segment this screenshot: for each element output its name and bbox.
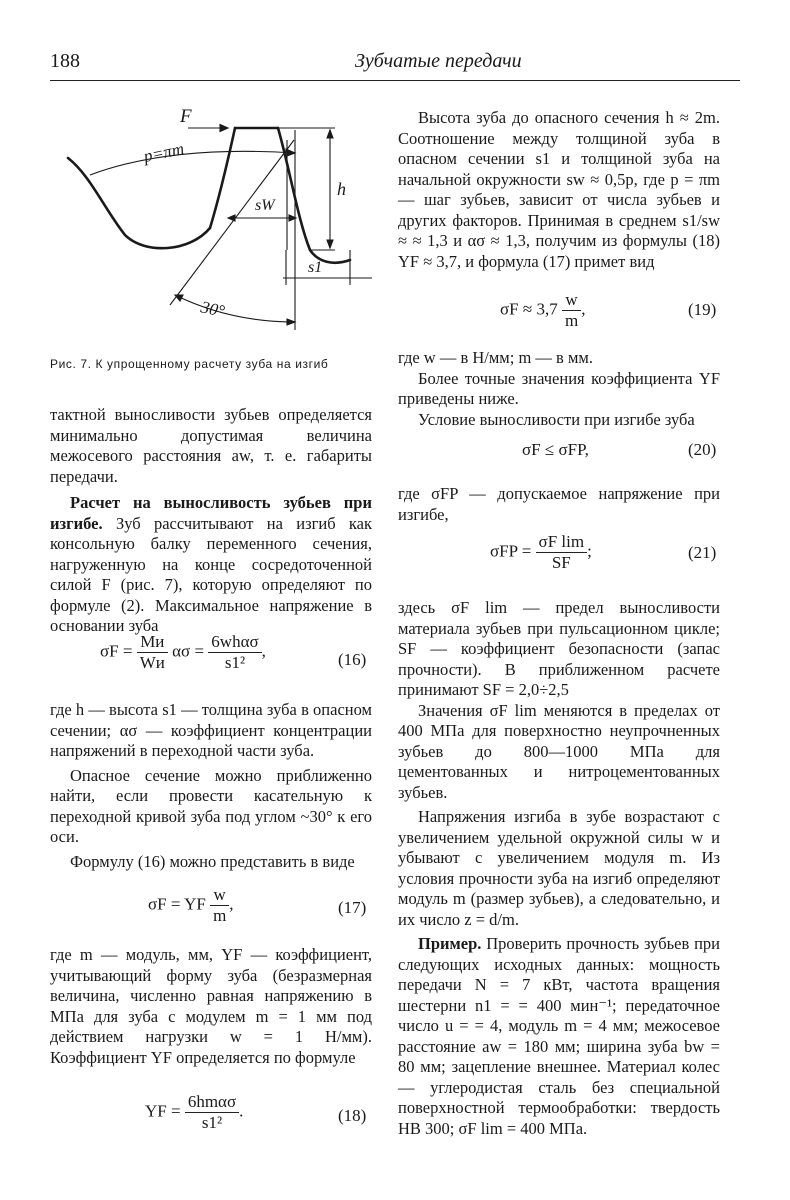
right-paragraph-7: Значения σF lim меняются в пределах от 400 МПа для поверхностно неупрочненных зубьев до 800—1000 МПа для цементованных и нитроцементованных зубьев. bbox=[398, 700, 720, 802]
left-paragraph-5: Формулу (16) можно представить в виде bbox=[70, 851, 355, 871]
equation-17: σF = YF $\frac{w}{m}$ , bbox=[148, 885, 234, 925]
right-paragraph-4: Условие выносливости при изгибе зуба bbox=[418, 409, 695, 429]
force-label: F bbox=[180, 106, 192, 127]
header-rule bbox=[50, 80, 740, 81]
tooth-diagram bbox=[50, 100, 372, 345]
angle-label: 30° bbox=[199, 297, 227, 321]
equation-21-number: (21) bbox=[688, 543, 717, 562]
left-block-1 bbox=[50, 405, 372, 637]
page-number: 188 bbox=[50, 50, 80, 72]
tangent-line bbox=[170, 140, 294, 305]
equation-21: σFP = $\frac{\text{σF lim}}{SF}$ ; bbox=[490, 532, 592, 572]
equation-18: YF = $\frac{\text{6hmασ}}{\text{s1²}}$ . bbox=[145, 1092, 244, 1132]
equation-16-number: (16) bbox=[338, 650, 367, 669]
right-paragraph-5: где σFP — допускаемое напряжение при изгибе, bbox=[398, 484, 720, 524]
example-heading: Пример. bbox=[418, 934, 482, 953]
pitch-arc bbox=[90, 151, 295, 175]
left-paragraph-4: Опасное сечение можно приближенно найти, если провести касательную к переходной кривой зуба под углом ~30° к его оси. bbox=[50, 765, 372, 846]
pitch-label: p=πm bbox=[141, 138, 186, 166]
angle-arc bbox=[175, 295, 295, 322]
left-block-3 bbox=[50, 945, 372, 1068]
equation-19: σF ≈ 3,7 $\frac{w}{m}$ , bbox=[500, 290, 586, 330]
left-paragraph-6: где m — модуль, мм, YF — коэффициент, учитывающий форму зуба (безразмерная величина, численно равная напряжению в МПа для зуба с модулем m = 1 мм под действием нагрузки w = 1 Н/мм). Коэффициент YF определяется по формуле bbox=[50, 945, 372, 1067]
right-block-2 bbox=[398, 348, 720, 430]
right-paragraph-8: Напряжения изгиба в зубе возрастают с увеличением удельной окружной силы w и убывают с увеличением модуля m. Из условия прочности зуба на изгиб определяют модуль m (размер зубьев), а следовательно, и их число z = d/m. bbox=[398, 807, 720, 929]
section-heading: Расчет на выносливость зубьев при изгибе. bbox=[50, 493, 372, 533]
equation-17-number: (17) bbox=[338, 898, 367, 917]
right-paragraph-1: Высота зуба до опасного сечения h ≈ 2m. Соотношение между толщиной зуба в опасном сечении s1 и толщиной зуба на начальной окружности sw ≈ 0,5p, где p = πm — шаг зубьев, зависит от числа зубьев и других факторов. Принимая в среднем s1/sw ≈ ≈ 1,3 и ασ ≈ 1,3, получим из формулы (18) YF ≈ 3,7, и формула (17) примет вид bbox=[398, 108, 720, 271]
right-block-4 bbox=[398, 598, 720, 1139]
left-paragraph-3: где h — высота s1 — толщина зуба в опасном сечении; ασ — коэффициент концентрации напряжений в переходной части зуба. bbox=[50, 700, 372, 760]
figure-caption: Рис. 7. К упрощенному расчету зуба на изгиб bbox=[50, 357, 329, 371]
page-header bbox=[50, 50, 740, 78]
right-block-1 bbox=[398, 108, 720, 272]
right-paragraph-6: здесь σF lim — предел выносливости материала зубьев при пульсационном цикле; SF — коэффициент безопасности (запас прочности). В приближенном расчете принимают SF = 2,0÷2,5 bbox=[398, 598, 720, 699]
equation-20: σF ≤ σFP, bbox=[522, 440, 589, 459]
right-paragraph-2: где w — в Н/мм; m — в мм. bbox=[398, 348, 593, 367]
right-block-3 bbox=[398, 484, 720, 525]
tooth-left-flank bbox=[210, 128, 235, 228]
right-paragraph-3: Более точные значения коэффициента YF приведены ниже. bbox=[398, 368, 720, 408]
left-paragraph-2: Расчет на выносливость зубьев при изгибе. Зуб рассчитывают на изгиб как консольную балку переменного сечения, нагруженную на конце сосредоточенной силой F (рис. 7), которую определяют по формуле (2). Максимальное напряжение в основании зуба bbox=[50, 493, 373, 635]
tooth-left-gap-curve bbox=[68, 158, 210, 248]
equation-18-number: (18) bbox=[338, 1106, 367, 1125]
h-label: h bbox=[337, 179, 346, 199]
running-title: Зубчатые передачи bbox=[355, 50, 522, 72]
equation-19-number: (19) bbox=[688, 300, 717, 319]
left-paragraph-1: тактной выносливости зубьев определяется минимально допустимая величина межосевого расстояния aw, т. е. габариты передачи. bbox=[50, 405, 372, 486]
equation-20-number: (20) bbox=[688, 440, 717, 459]
left-block-2 bbox=[50, 700, 372, 872]
sw-label: sW bbox=[255, 197, 275, 214]
equation-16: σF = $\frac{Mи}{Wи}$ ασ = $\frac{\text{6whασ}}{\text{s1²}}$ , bbox=[100, 632, 266, 672]
right-paragraph-9: Пример. Проверить прочность зубьев при следующих исходных данных: мощность передачи N = 7 кВт, частота вращения шестерни n1 = = 400 мин⁻¹; передаточное число u = = 4, модуль m = 4 мм; межосевое расстояние aw = 180 мм; ширина зуба bw = 80 мм; зацепление внешнее. Материал колес — углеродистая сталь без специальной поверхностной термообработки: твердость НВ 300; σF lim = 400 МПа. bbox=[398, 934, 721, 1138]
s1-label: s1 bbox=[308, 259, 323, 276]
